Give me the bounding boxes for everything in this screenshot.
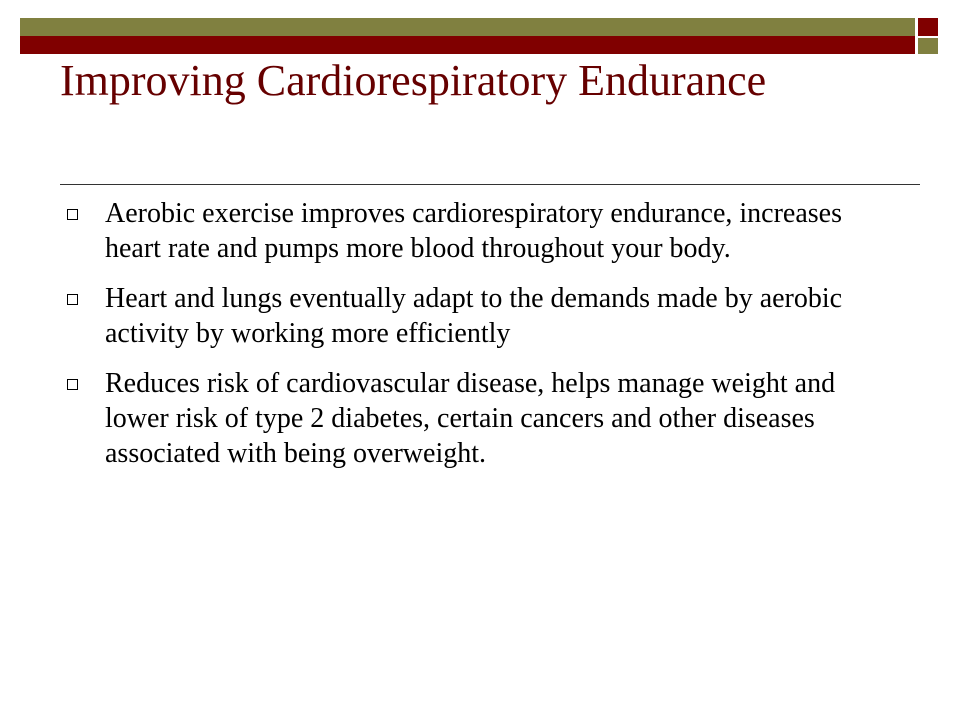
bullet-item xyxy=(60,196,860,266)
bullet-list xyxy=(60,196,860,486)
hollow-square-bullet-icon xyxy=(67,209,78,220)
bullet-item xyxy=(60,281,860,351)
hollow-square-bullet-icon xyxy=(67,379,78,390)
slide-title: Improving Cardiorespiratory Endurance xyxy=(60,56,767,105)
bullet-text: Aerobic exercise improves cardiorespiratory endurance, increases heart rate and pumps more blood throughout your body. xyxy=(105,198,842,264)
hollow-square-bullet-icon xyxy=(67,294,78,305)
bullet-text: Heart and lungs eventually adapt to the demands made by aerobic activity by working more efficiently xyxy=(105,283,843,349)
corner-square-olive xyxy=(918,38,938,54)
bullet-text: Reduces risk of cardiovascular disease, helps manage weight and lower risk of type 2 diabetes, certain cancers and other diseases associated with being overweight. xyxy=(105,368,836,469)
title-divider xyxy=(60,184,920,185)
top-bar-olive xyxy=(20,18,915,36)
corner-square-maroon xyxy=(918,18,938,36)
bullet-item xyxy=(60,366,860,471)
